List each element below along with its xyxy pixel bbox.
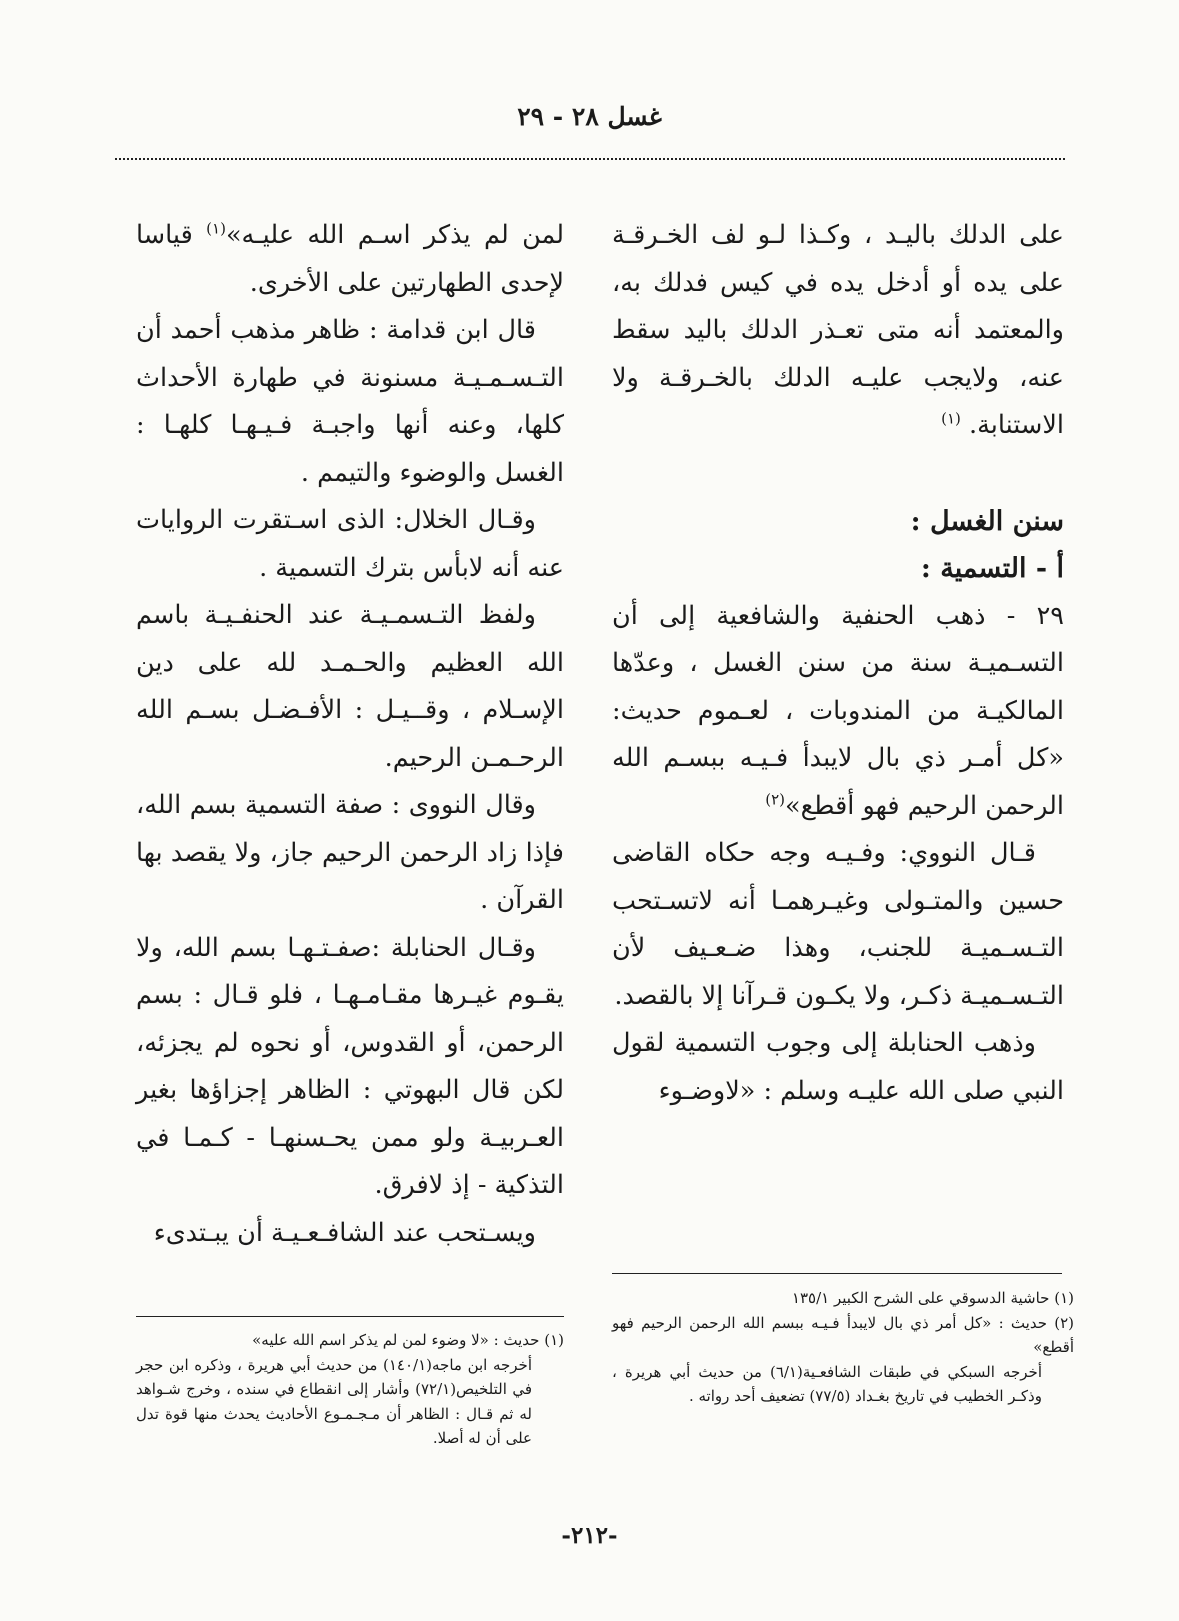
header-divider — [115, 158, 1065, 160]
running-header: غسل ٢٨ - ٢٩ — [517, 102, 662, 131]
left-column — [136, 212, 564, 1257]
paragraph-text: قياسا لإحدى الطهارتين على الأخرى. — [136, 220, 564, 298]
footnote-continuation: أخرجه ابن ماجه(١٤٠/١) من حديث أبي هريرة ، وذكره ابن حجر في التلخيص(٧٢/١) وأشار إلى انقطاع في سنده ، وخرج شـواهد له ثم قـال : الظاهر أن مـجـمـوع الأحاديث يحدث منها قوة تدل على أن له أصلا. — [136, 1355, 533, 1447]
page-number: -٢١٢- — [561, 1522, 618, 1549]
spacer — [612, 450, 1064, 498]
footnote: (٢) حديث : «كل أمر ذي بال لايبدأ فـيـه ببسم الله الرحمن الرحيم فهو أقطع» — [612, 1313, 1074, 1356]
paragraph: وقـال الخلال: الذى اسـتقرت الروايات عنه أنه لابأس بترك التسمية . — [136, 505, 564, 583]
subsection-heading: أ - التسمية : — [920, 553, 1064, 584]
footnote-divider — [612, 1273, 1062, 1274]
footnote: (١) حاشية الدسوقي على الشرح الكبير ١٣٥/١ — [791, 1289, 1074, 1307]
paragraph: ويسـتحب عند الشافـعـيـة أن يبـتدىء — [153, 1217, 536, 1248]
paragraph-text: لمن لم يذكر اسـم الله عليـه» — [225, 220, 565, 250]
footnotes-left — [136, 1328, 564, 1451]
paragraph — [612, 593, 1064, 831]
paragraph: ولفظ التـسمـيـة عند الحنفـيـة باسم الله العظيم والحـمـد لله على دين الإسـلام ، وقــيـل : الأفـضـل بسـم الله الرحـمـن الرحيم. — [136, 600, 564, 773]
footnotes-right — [612, 1286, 1074, 1409]
paragraph-text: على الدلك باليـد ، وكـذا لـو لف الخـرقـة على يده أو أدخل يده في كيس فدلك به، والمعتمد أنه متى تعـذر الدلك باليد سقط عنه، ولايجب عليـه الدلك بالخـرقـة ولا الاستنابة. — [612, 220, 1064, 440]
paragraph: قـال النووي: وفـيـه وجه حكاه القاضى حسين والمتـولى وغيـرهمـا أنه لاتسـتحب التـسـميـة للجنب، وهذا ضـعـيف لأن التـسـميـة ذكـر، ولا يكـون قـرآنا إلا بالقصد. — [612, 838, 1064, 1011]
section-heading: سنن الغسل : — [910, 505, 1064, 537]
right-column — [612, 212, 1064, 1115]
footnote-ref: (١) — [941, 409, 961, 428]
paragraph: قال ابن قدامة : ظاهر مذهب أحمد أن التـسـمـيـة مسنونة في طهارة الأحداث كلها، وعنه أنها واجبـة فـيـهـا كلهـا : الغسل والوضوء والتيمم . — [136, 315, 564, 488]
paragraph: وقـال الحنابلة :صفـتـهـا بسم الله، ولا يقـوم غيـرها مقـامـهـا ، فلو قـال : بسم الرحمن، أو القدوس، أو نحوه لم يجزئه، لكن قال البهوتي : الظاهر إجزاؤها بغير العـربيـة ولو ممن يحـسنهـا - كـمـا في التذكية - إذ لافرق. — [136, 932, 564, 1200]
footnote-ref: (٢) — [765, 790, 785, 808]
paragraph — [612, 212, 1064, 450]
paragraph: وذهب الحنابلة إلى وجوب التسمية لقول النبي صلى الله عليـه وسلم : «لاوضـوء — [612, 1028, 1064, 1106]
paragraph-text: ٢٩ - ذهب الحنفية والشافعية إلى أن التسـميـة سنة من سنن الغسل ، وعدّها المالكيـة من المندوبات ، لعـموم حديث: «كل أمـر ذي بال لايبدأ فـيـه ببسـم الله الرحمن الرحيم فهو أقطع» — [612, 600, 1064, 821]
footnote-ref: (١) — [206, 219, 226, 238]
paragraph — [136, 212, 564, 307]
footnote-continuation: أخرجه السبكي في طبقات الشافعـية(٦/١) من حديث أبي هريرة ، وذكـر الخطيب في تاريخ بغـداد (٧٧/٥) تضعيف أحد رواته . — [612, 1362, 1042, 1405]
footnote-divider — [136, 1316, 564, 1317]
footnote: (١) حديث : «لا وضوء لمن لم يذكر اسم الله عليه» — [252, 1331, 564, 1349]
paragraph: وقال النووى : صفة التسمية بسم الله، فإذا زاد الرحمن الرحيم جاز، ولا يقصد بها القرآن . — [136, 790, 564, 915]
